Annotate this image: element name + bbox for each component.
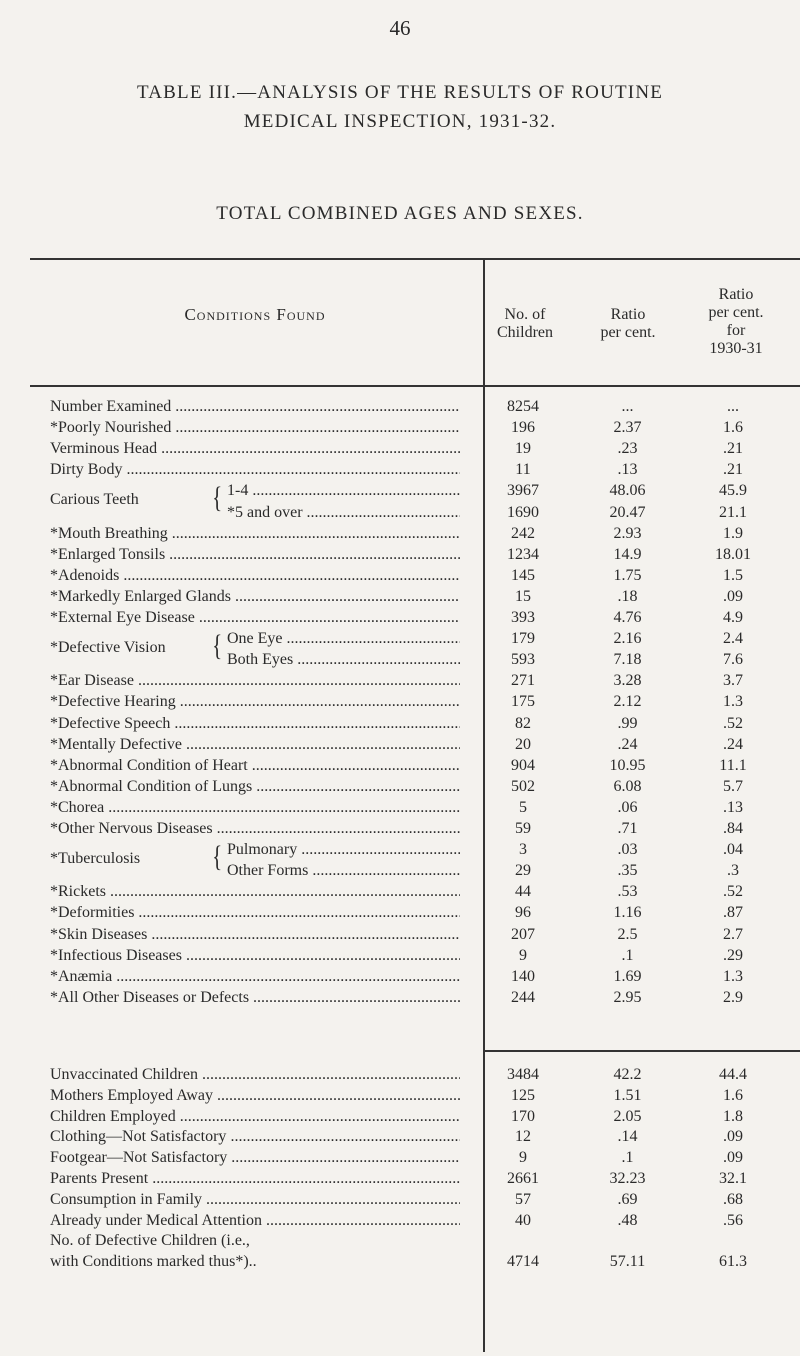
table-row bbox=[0, 609, 800, 627]
table-title bbox=[0, 78, 800, 136]
cell-no-children: 2661 bbox=[507, 1170, 539, 1187]
cell-ratio-prev: 1.9 bbox=[723, 524, 743, 542]
cell-ratio-prev: 1.6 bbox=[723, 419, 743, 437]
cell-ratio: 48.06 bbox=[609, 482, 646, 500]
cell-ratio: .99 bbox=[617, 714, 638, 732]
table-row bbox=[0, 1108, 800, 1126]
cell-no-children: 4714 bbox=[507, 1253, 539, 1271]
cell-ratio: .48 bbox=[617, 1211, 638, 1229]
cell-ratio-prev: 7.6 bbox=[723, 651, 743, 669]
cell-ratio: 4.76 bbox=[613, 609, 642, 626]
cell-ratio-prev: 45.9 bbox=[719, 482, 747, 500]
cell-ratio: 2.16 bbox=[613, 630, 642, 648]
header-conditions: Conditions Found bbox=[184, 305, 326, 324]
cell-ratio: 32.23 bbox=[609, 1170, 646, 1187]
row-label: *Defective Speech ..... bbox=[50, 715, 460, 733]
row-label: *All Other Diseases or Defects ..... bbox=[50, 989, 460, 1007]
row-label: *Adenoids ..... bbox=[50, 567, 460, 585]
row-label: Footgear—Not Satisfactory ..... bbox=[50, 1149, 460, 1167]
cell-ratio: .71 bbox=[617, 820, 638, 837]
cell-ratio-prev: 2.7 bbox=[723, 925, 743, 943]
row-label: One Eye ..... bbox=[227, 630, 460, 648]
cell-ratio: 2.93 bbox=[613, 524, 642, 542]
table-row bbox=[0, 736, 800, 754]
cell-ratio-prev: .21 bbox=[723, 440, 743, 458]
header-ratio-prev: Ratio per cent. for 1930-31 bbox=[708, 286, 764, 357]
cell-no-children: 207 bbox=[511, 925, 535, 943]
top-rule bbox=[30, 258, 800, 260]
row-label: Already under Medical Attention ..... bbox=[50, 1212, 460, 1230]
cell-ratio-prev: .04 bbox=[723, 841, 743, 859]
cell-ratio-prev: 21.1 bbox=[719, 503, 747, 521]
cell-no-children: 44 bbox=[515, 883, 531, 901]
table-row bbox=[0, 525, 800, 543]
cell-ratio-prev: 4.9 bbox=[723, 609, 743, 626]
cell-ratio-prev: .52 bbox=[723, 883, 743, 901]
cell-ratio-prev: 32.1 bbox=[719, 1170, 747, 1187]
table-row bbox=[0, 862, 800, 880]
cell-ratio-prev: 1.8 bbox=[723, 1107, 743, 1125]
row-label: *Abnormal Condition of Lungs ..... bbox=[50, 778, 460, 796]
row-label: Unvaccinated Children ..... bbox=[50, 1066, 460, 1084]
cell-no-children: 179 bbox=[511, 630, 535, 648]
cell-ratio-prev: 1.5 bbox=[723, 566, 743, 584]
cell-ratio-prev: .13 bbox=[723, 798, 743, 816]
cell-ratio-prev: .87 bbox=[723, 904, 743, 922]
row-group-label: *Defective Vision bbox=[50, 639, 166, 657]
cell-ratio: 3.28 bbox=[613, 672, 642, 690]
row-label: Dirty Body ..... bbox=[50, 461, 460, 479]
row-label: Verminous Head ..... bbox=[50, 440, 460, 458]
table-subtitle: TOTAL COMBINED AGES AND SEXES. bbox=[216, 203, 584, 224]
table-row bbox=[0, 989, 800, 1007]
table-row bbox=[0, 1149, 800, 1167]
cell-ratio: 2.95 bbox=[613, 988, 642, 1006]
cell-ratio: 2.05 bbox=[613, 1107, 642, 1125]
cell-ratio-prev: .24 bbox=[723, 735, 743, 753]
row-group-label: Carious Teeth bbox=[50, 491, 139, 509]
cell-no-children: 9 bbox=[519, 946, 527, 964]
table-row bbox=[0, 947, 800, 965]
cell-no-children: 140 bbox=[511, 967, 535, 985]
cell-no-children: 196 bbox=[511, 419, 535, 437]
cell-ratio: .23 bbox=[617, 440, 638, 458]
table-row bbox=[0, 799, 800, 817]
cell-ratio-prev: 18.01 bbox=[715, 545, 751, 563]
row-label: *Anæmia ..... bbox=[50, 968, 460, 986]
table-row bbox=[0, 1170, 800, 1188]
cell-ratio: 1.75 bbox=[613, 566, 642, 584]
row-label: Both Eyes ..... bbox=[227, 651, 460, 669]
cell-no-children: 175 bbox=[511, 693, 535, 711]
cell-no-children: 3 bbox=[519, 841, 527, 859]
cell-no-children: 20 bbox=[515, 735, 531, 753]
cell-no-children: 82 bbox=[515, 714, 531, 732]
cell-ratio: .53 bbox=[617, 883, 638, 901]
row-label: *Rickets ..... bbox=[50, 883, 460, 901]
cell-ratio: 1.16 bbox=[613, 904, 642, 922]
cell-ratio-prev: 44.4 bbox=[719, 1066, 747, 1083]
cell-no-children: 125 bbox=[511, 1086, 535, 1104]
row-label: No. of Defective Children (i.e., bbox=[50, 1232, 250, 1250]
cell-ratio: 7.18 bbox=[613, 651, 642, 669]
cell-ratio: 57.11 bbox=[609, 1253, 646, 1271]
row-label: *Infectious Diseases ..... bbox=[50, 947, 460, 965]
cell-ratio-prev: 1.3 bbox=[723, 693, 743, 711]
header-ratio: Ratio per cent. bbox=[600, 306, 656, 341]
brace-icon: { bbox=[212, 840, 223, 874]
cell-no-children: 145 bbox=[511, 566, 535, 584]
table-row bbox=[0, 757, 800, 775]
cell-no-children: 1234 bbox=[507, 545, 539, 563]
title-line-2: MEDICAL INSPECTION, 1931-32. bbox=[243, 111, 557, 132]
brace-icon: { bbox=[212, 629, 223, 663]
row-label: Children Employed ..... bbox=[50, 1108, 460, 1126]
table-row bbox=[0, 651, 800, 669]
table-row bbox=[0, 1066, 800, 1084]
row-label: *Ear Disease ..... bbox=[50, 672, 460, 690]
cell-ratio-prev: .09 bbox=[723, 1128, 743, 1146]
title-line-1: TABLE III.—ANALYSIS OF THE RESULTS OF ROUTINE bbox=[136, 82, 664, 103]
cell-no-children: 904 bbox=[511, 756, 535, 774]
cell-no-children: 244 bbox=[511, 988, 535, 1006]
cell-ratio-prev: .29 bbox=[723, 946, 743, 964]
cell-ratio: 42.2 bbox=[613, 1066, 642, 1083]
row-label: *Abnormal Condition of Heart ..... bbox=[50, 757, 460, 775]
header-rule bbox=[30, 385, 800, 387]
cell-no-children: 271 bbox=[511, 672, 535, 690]
cell-ratio: 2.5 bbox=[617, 925, 638, 943]
cell-no-children: 8254 bbox=[507, 398, 539, 415]
row-label: Clothing—Not Satisfactory ..... bbox=[50, 1128, 460, 1146]
cell-ratio-prev: 1.3 bbox=[723, 967, 743, 985]
brace-icon: { bbox=[212, 481, 223, 515]
cell-no-children: 242 bbox=[511, 524, 535, 542]
cell-ratio: .69 bbox=[617, 1190, 638, 1208]
cell-ratio-prev: 1.6 bbox=[723, 1086, 743, 1104]
cell-no-children: 57 bbox=[515, 1190, 531, 1208]
cell-no-children: 40 bbox=[515, 1211, 531, 1229]
cell-no-children: 12 bbox=[515, 1128, 531, 1146]
cell-ratio-prev: 2.4 bbox=[723, 630, 743, 648]
table-row bbox=[0, 461, 800, 479]
cell-ratio: .14 bbox=[617, 1128, 638, 1146]
cell-no-children: 1690 bbox=[507, 503, 539, 521]
table-row bbox=[0, 1232, 800, 1250]
cell-ratio: 2.12 bbox=[613, 693, 642, 711]
cell-no-children: 393 bbox=[511, 609, 535, 626]
cell-ratio: .1 bbox=[621, 1149, 634, 1167]
cell-no-children: 19 bbox=[515, 440, 531, 458]
cell-ratio: .24 bbox=[617, 735, 638, 753]
cell-ratio: 10.95 bbox=[609, 756, 646, 774]
row-label: Parents Present ..... bbox=[50, 1170, 460, 1188]
row-label: Mothers Employed Away ..... bbox=[50, 1087, 460, 1105]
table-row bbox=[0, 693, 800, 711]
row-label: 1-4 ..... bbox=[227, 482, 460, 500]
row-group-label: *Tuberculosis bbox=[50, 850, 141, 868]
cell-ratio-prev: .09 bbox=[723, 587, 743, 605]
cell-no-children: 593 bbox=[511, 651, 535, 669]
header-no-children: No. of Children bbox=[497, 306, 553, 341]
row-label: Number Examined ..... bbox=[50, 398, 460, 416]
row-label: *Mouth Breathing ..... bbox=[50, 525, 460, 543]
table-row bbox=[0, 398, 800, 416]
row-label: Pulmonary ..... bbox=[227, 841, 460, 859]
section-rule bbox=[483, 1050, 800, 1052]
cell-ratio: 20.47 bbox=[609, 503, 646, 521]
table-row bbox=[0, 419, 800, 437]
cell-ratio-prev: .3 bbox=[727, 862, 739, 880]
table-row bbox=[0, 926, 800, 944]
table-row bbox=[0, 778, 800, 796]
cell-ratio: ... bbox=[621, 398, 634, 415]
cell-ratio-prev: 5.7 bbox=[723, 777, 743, 795]
row-label: *Deformities ..... bbox=[50, 904, 460, 922]
cell-ratio-prev: 2.9 bbox=[723, 988, 743, 1006]
row-label: *External Eye Disease ..... bbox=[50, 609, 460, 627]
table-row bbox=[0, 440, 800, 458]
table-row bbox=[0, 820, 800, 838]
cell-ratio: .13 bbox=[617, 461, 638, 479]
table-row bbox=[0, 1191, 800, 1209]
cell-ratio-prev: 61.3 bbox=[719, 1253, 747, 1271]
table-row bbox=[0, 1087, 800, 1105]
table-row bbox=[0, 546, 800, 564]
table-row bbox=[0, 968, 800, 986]
row-label: with Conditions marked thus*).. bbox=[50, 1253, 257, 1271]
cell-ratio-prev: 11.1 bbox=[719, 756, 747, 774]
cell-ratio: 1.69 bbox=[613, 967, 642, 985]
table-row bbox=[0, 567, 800, 585]
cell-ratio: .06 bbox=[617, 798, 638, 816]
cell-no-children: 15 bbox=[515, 587, 531, 605]
table-row bbox=[0, 672, 800, 690]
row-label: Other Forms ..... bbox=[227, 862, 460, 880]
cell-no-children: 29 bbox=[515, 862, 531, 880]
cell-ratio: .18 bbox=[617, 587, 638, 605]
table-row bbox=[0, 904, 800, 922]
cell-ratio: .1 bbox=[621, 946, 634, 964]
row-label: *Poorly Nourished ..... bbox=[50, 419, 460, 437]
cell-ratio-prev: .68 bbox=[723, 1190, 743, 1208]
table-row bbox=[0, 504, 800, 522]
cell-ratio: .35 bbox=[617, 862, 638, 880]
cell-ratio: 1.51 bbox=[613, 1086, 642, 1104]
table-row bbox=[0, 1212, 800, 1230]
page-number: 46 bbox=[389, 16, 411, 40]
row-label: *Defective Hearing ..... bbox=[50, 693, 460, 711]
cell-ratio-prev: .56 bbox=[723, 1211, 743, 1229]
cell-no-children: 96 bbox=[515, 904, 531, 922]
cell-ratio-prev: .52 bbox=[723, 714, 743, 732]
row-label: *Enlarged Tonsils ..... bbox=[50, 546, 460, 564]
cell-ratio-prev: ... bbox=[727, 398, 739, 415]
cell-no-children: 3967 bbox=[507, 482, 539, 500]
cell-ratio: 6.08 bbox=[613, 777, 642, 795]
table-row bbox=[0, 588, 800, 606]
cell-ratio-prev: .21 bbox=[723, 461, 743, 479]
cell-no-children: 3484 bbox=[507, 1066, 539, 1083]
cell-no-children: 5 bbox=[519, 798, 527, 816]
cell-no-children: 59 bbox=[515, 820, 531, 837]
row-label: *5 and over ..... bbox=[227, 504, 460, 522]
row-label: *Mentally Defective ..... bbox=[50, 736, 460, 754]
cell-ratio: 2.37 bbox=[613, 419, 642, 437]
cell-no-children: 11 bbox=[515, 461, 531, 479]
table-row bbox=[0, 1253, 800, 1271]
table-row bbox=[0, 1128, 800, 1146]
table-row bbox=[0, 883, 800, 901]
cell-no-children: 502 bbox=[511, 777, 535, 795]
cell-ratio-prev: .09 bbox=[723, 1149, 743, 1167]
row-label: *Skin Diseases ..... bbox=[50, 926, 460, 944]
table-row bbox=[0, 715, 800, 733]
cell-ratio-prev: .84 bbox=[723, 820, 743, 837]
row-label: *Markedly Enlarged Glands ..... bbox=[50, 588, 460, 606]
cell-ratio-prev: 3.7 bbox=[723, 672, 743, 690]
row-label: *Other Nervous Diseases ..... bbox=[50, 820, 460, 838]
row-label: Consumption in Family ..... bbox=[50, 1191, 460, 1209]
cell-ratio: 14.9 bbox=[613, 545, 642, 563]
row-label: *Chorea ..... bbox=[50, 799, 460, 817]
cell-ratio: .03 bbox=[617, 841, 638, 859]
cell-no-children: 9 bbox=[519, 1149, 527, 1167]
cell-no-children: 170 bbox=[511, 1107, 535, 1125]
